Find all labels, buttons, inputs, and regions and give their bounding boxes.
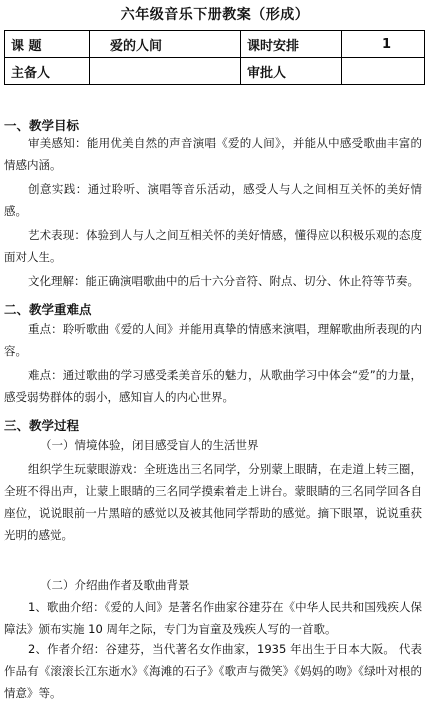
topic-label: 课 题: [5, 31, 90, 58]
goal-culture: 文化理解：能正确演唱歌曲中的后十六分音符、附点、切分、休止符等节奏。: [28, 274, 419, 288]
goal-aesthetic: 审美感知：能用优美自然的声音演唱《爱的人间》，并能从中感受歌曲丰富的情感内涵。: [4, 136, 422, 172]
process-heading: 三、教学过程: [4, 418, 80, 433]
step2-item-1: 1、歌曲介绍：《爱的人间》是著名作曲家谷建芬在《中华人民共和国残疾人保障法》颁布实施 10 周年之际，专门为盲童及残疾人写的一首歌。: [4, 600, 422, 636]
lesson-info-table: [4, 30, 425, 85]
difficulty-text: 难点：通过歌曲的学习感受柔美音乐的魅力，从歌曲学习中体会“爱”的力量，感受弱势群体的弱小，感知盲人的内心世界。: [4, 368, 422, 404]
goals-heading: 一、教学目标: [4, 118, 80, 133]
step2-item-2: 2、作者介绍：谷建芬，当代著名女作曲家，1935 年出生于日本大阪。 代表作品有《滚滚长江东逝水》《海滩的石子》《歌声与微笑》《妈妈的吻》《绿叶对根的情意》等。: [4, 642, 422, 700]
lead-preparer-value: [90, 58, 241, 85]
document-title: 六年级音乐下册教案（形成）: [120, 7, 310, 23]
lead-preparer-label: 主备人: [5, 58, 90, 85]
step1-text: 组织学生玩蒙眼游戏：全班选出三名同学，分别蒙上眼睛，在走道上转三圈，全班不得出声，让蒙上眼睛的三名同学摸索着走上讲台。蒙眼睛的三名同学回各自座位，说说眼前一片黑暗的感觉以及被其他同学帮助的感觉。摘下眼罩，说说重获光明的感觉。: [4, 462, 422, 542]
table-row: [5, 31, 425, 58]
hours-label: 课时安排: [241, 31, 342, 58]
keypoint-text: 重点：聆听歌曲《爱的人间》并能用真挚的情感来演唱，理解歌曲所表现的内容。: [4, 322, 422, 358]
step2-heading: （二）介绍曲作者及歌曲背景: [40, 578, 190, 592]
approver-value: [342, 58, 425, 85]
topic-value: 爱的人间: [90, 31, 241, 58]
goal-art: 艺术表现：体验到人与人之间互相关怀的美好情感，懂得应以积极乐观的态度面对人生。: [4, 228, 422, 264]
keypoints-heading: 二、教学重难点: [4, 302, 92, 317]
step1-heading: （一）情境体验，闭目感受盲人的生活世界: [40, 438, 259, 452]
table-row: [5, 58, 425, 85]
goal-creative: 创意实践：通过聆听、演唱等音乐活动，感受人与人之间相互关怀的美好情感。: [4, 182, 422, 218]
approver-label: 审批人: [241, 58, 342, 85]
hours-value: 1: [342, 31, 425, 58]
